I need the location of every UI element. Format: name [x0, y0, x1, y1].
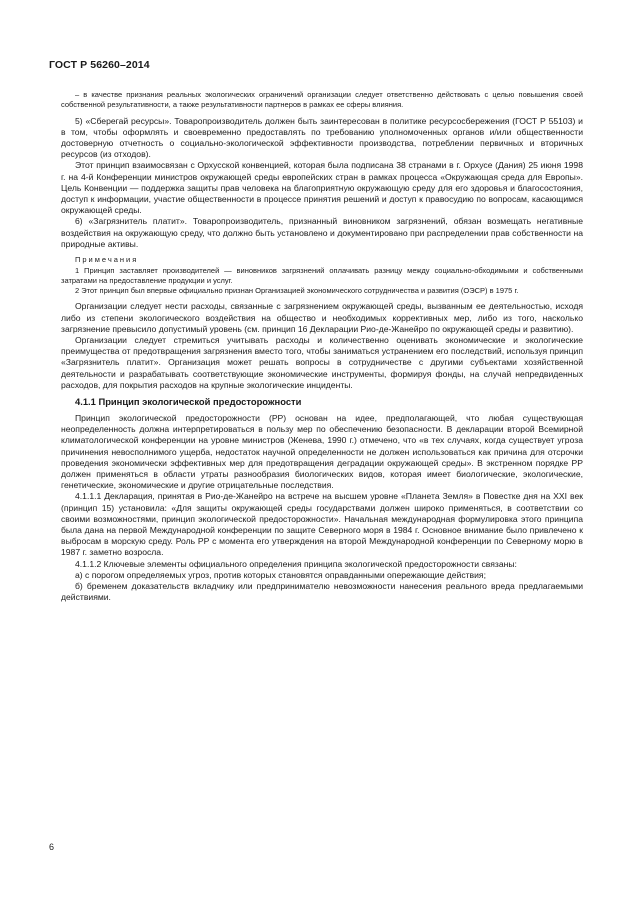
notes-heading: Примечания	[75, 255, 139, 265]
standard-header: ГОСТ Р 56260–2014	[49, 59, 150, 71]
list-item-a: а) с порогом определяемых угроз, против которых становятся оправданными опережающие действия;	[75, 569, 486, 580]
list-item-b: б) бременем доказательств вкладчику или предпринимателю невозможности нанесения реального вреда предлагаемыми действиями.	[61, 581, 583, 603]
paragraph-4-1-1-1: 4.1.1.1 Декларация, принятая в Рио-де-Жанейро на встрече на высшем уровне «Планета Земля» в Повестке дня на XXI век (принцип 15) установила: «Для защиты окружающей среды государствами должен широко применяться, в соответствии со своими возможностями, принцип экологической предосторожности». Начальная международная формулировка этого принципа была дана на первой Международной конференции по защите Северного моря в 1984 г. Основное внимание было привлечено к выбросам в морскую среду. Роль РР с момента его утверждения на второй Международной конференции по Северному морю в 1987 г. заметно возросла.	[61, 491, 583, 558]
paragraph-4-1-1-2: 4.1.1.2 Ключевые элементы официального определения принципа экологической предосторожности связаны:	[75, 558, 517, 569]
paragraph-save-resources: 5) «Сберегай ресурсы». Товаропроизводитель должен быть заинтересован в политике ресурсосбережения (ГОСТ Р 55103) и в том, чтобы оформлять и своевременно предоставлять по требованию уполномоченных органов и/или общественности достоверную отчетность о социально-экологической эффективности производства, потреблении первичных и вторичных ресурсов (из отходов).	[61, 115, 583, 160]
note-2: 2 Этот принцип был впервые официально признан Организацией экономического сотрудничества и развития (ОЭСР) в 1975 г.	[75, 286, 519, 296]
document-body	[61, 90, 583, 604]
page-number: 6	[49, 842, 55, 852]
section-heading: 4.1.1 Принцип экологической предосторожности	[75, 396, 302, 408]
paragraph-costs: Организации следует нести расходы, связанные с загрязнением окружающей среды, вызванным ее деятельностью, исходя либо из степени экологического воздействия на общество и необходимых коррективных мер, либо из того, насколько загрязнение превысило допустимый уровень (см. принцип 16 Декларации Рио-де-Жанейро по окружающей среды и развитию).	[61, 301, 583, 334]
paragraph-polluter-pays: 6) «Загрязнитель платит». Товаропроизводитель, признанный виновником загрязнений, обязан возмещать негативные воздействия на окружающую среду, что должно быть установлено и документировано при распределении прав собственности на природные активы.	[61, 216, 583, 249]
paragraph-precaution: Принцип экологической предосторожности (РР) основан на идее, предполагающей, что любая существующая неопределенность должна интерпретироваться в пользу мер по обеспечению безопасности. В декларации второй Всемирной климатологической конференции на уровне министров (Женева, 1990 г.) отмечено, что «в тех случаях, когда существует угроза причинения невосполнимого ущерба, недостаток научной определенности не должен использоваться как причина для отсрочки проведения экономически эффективных мер для предотвращения деградации окружающей среды». В экстренном порядке РР должен применяться в области утраты разнообразия биологических видов, которая имеет биологические, экологические, генетические, экономические и другие отрицательные последствия.	[61, 413, 583, 491]
paragraph-benefits: Организации следует стремиться учитывать расходы и количественно оценивать экономические и экологические преимущества от предотвращения загрязнения вместо того, чтобы заниматься устранением его последствий, используя принцип «Загрязнитель платит». Организация может решать вопросы в сотрудничестве с другими субъектами хозяйственной деятельности и разрабатывать соответствующие экономические инструменты, формируя фонды, на случай непредвиденных расходов, для покрытия расходов на крупные экологические инциденты.	[61, 335, 583, 390]
note-1: 1 Принцип заставляет производителей — виновников загрязнений оплачивать разницу между социально-обходимыми и собственными затратами на предоставление продукции и услуг.	[61, 265, 583, 285]
paragraph-aarhus: Этот принцип взаимосвязан с Орхусской конвенцией, которая была подписана 38 странами в г. Орхусе (Дания) 25 июня 1998 г. на 4-й Конференции министров окружающей среды европейских стран в рамках процесса «Окружающая среда для Европы». Цель Конвенции — поддержка защиты прав человека на благоприятную окружающую среду для его здоровья и благосостояния, доступ к информации, участие общественности в процессе принятия решений и доступ к правосудию по вопросам, касающимся окружающей среды.	[61, 160, 583, 216]
paragraph-intro: – в качестве признания реальных экологических ограничений организации следует ответственно действовать с целью повышения своей собственной результативности, а также результативности партнеров в рамках ее сферы влияния.	[61, 90, 583, 110]
